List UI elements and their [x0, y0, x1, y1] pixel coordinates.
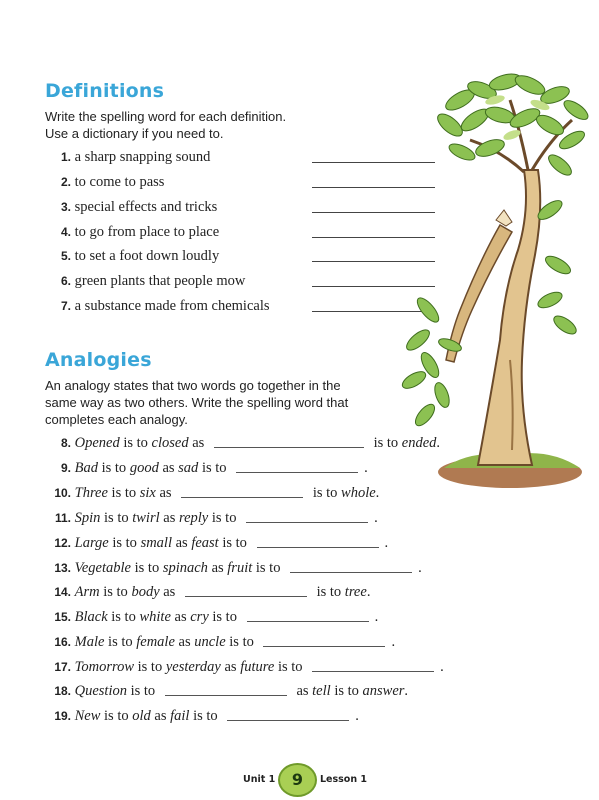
analogy-word: Black	[74, 609, 108, 625]
definition-item	[45, 149, 210, 169]
branch-break	[496, 210, 512, 226]
analogy-word: fruit	[227, 560, 253, 576]
analogy-word: fail	[170, 708, 190, 724]
punctuation: .	[364, 460, 368, 476]
definition-text: green plants that people mow	[74, 273, 246, 289]
item-number: 5.	[60, 249, 71, 263]
analogy-connector: is to	[104, 634, 137, 650]
analogy-word: twirl	[132, 510, 160, 526]
definition-text: to set a foot down loudly	[74, 248, 220, 264]
analogy-word: tree	[344, 584, 367, 600]
answer-blank[interactable]	[246, 522, 368, 523]
analogy-word: six	[139, 485, 156, 501]
analogy-connector: is to	[189, 708, 222, 724]
analogy-word: uncle	[194, 634, 226, 650]
analogy-connector: is to	[208, 510, 241, 526]
analogy-connector: as	[170, 609, 191, 625]
item-number: 18.	[54, 684, 71, 698]
analogy-connector: is to	[274, 659, 307, 675]
item-number: 13.	[54, 561, 71, 575]
item-number: 17.	[54, 660, 71, 674]
analogy-connector: as	[174, 634, 195, 650]
definition-item	[45, 298, 270, 318]
answer-blank[interactable]	[185, 596, 307, 597]
item-number: 16.	[54, 635, 71, 649]
analogy-connector: as	[188, 435, 208, 451]
item-number: 14.	[54, 585, 71, 599]
analogy-word: feast	[191, 535, 219, 551]
punctuation: .	[374, 510, 378, 526]
analogy-connector: is to	[309, 485, 342, 501]
analogies-instructions	[45, 377, 348, 428]
punctuation: .	[391, 634, 396, 650]
definition-text: a substance made from chemicals	[74, 298, 270, 314]
analogy-connector: as	[158, 460, 179, 476]
answer-blank[interactable]	[263, 646, 385, 647]
analogy-word: Three	[74, 485, 108, 501]
answer-blank[interactable]	[181, 497, 303, 498]
analogy-connector: is to	[369, 435, 402, 451]
page-number: 9	[278, 763, 317, 797]
punctuation: .	[418, 560, 422, 576]
item-number: 15.	[54, 610, 71, 624]
analogy-connector: is to	[100, 708, 133, 724]
analogy-item	[45, 659, 444, 679]
analogy-word: answer	[362, 683, 405, 699]
answer-blank[interactable]	[312, 671, 434, 672]
analogy-word: small	[140, 535, 172, 551]
definitions-instructions	[45, 108, 286, 142]
analogy-connector: is to	[107, 609, 140, 625]
analogy-item	[45, 634, 395, 654]
analogy-word: cry	[190, 609, 209, 625]
tree-trunk	[478, 170, 540, 465]
analogy-word: white	[139, 609, 171, 625]
analogy-item	[45, 609, 378, 629]
analogy-word: Large	[74, 535, 109, 551]
analogy-connector: is to	[198, 460, 231, 476]
analogy-word: Bad	[74, 460, 98, 476]
analogy-connector: is to	[134, 659, 166, 675]
analogy-word: good	[129, 460, 159, 476]
analogy-item	[45, 460, 368, 480]
item-number: 3.	[60, 200, 71, 214]
analogy-word: Vegetable	[74, 560, 131, 576]
definitions-heading: Definitions	[45, 80, 165, 102]
analogy-word: reply	[178, 510, 209, 526]
answer-blank[interactable]	[290, 572, 412, 573]
analogies-instruction-line-3: completes each analogy.	[45, 412, 188, 427]
analogies-instruction-line-1: An analogy states that two words go together in the	[45, 378, 341, 393]
analogy-word: Male	[74, 634, 105, 650]
analogy-word: old	[132, 708, 151, 724]
answer-blank[interactable]	[165, 695, 287, 696]
analogy-item	[45, 560, 422, 580]
item-number: 9.	[60, 461, 71, 475]
punctuation: .	[436, 435, 441, 451]
analogy-connector: is to	[252, 560, 285, 576]
analogy-word: New	[74, 708, 101, 724]
definition-item	[45, 174, 164, 194]
analogy-connector: is to	[108, 535, 141, 551]
item-number: 1.	[60, 150, 71, 164]
analogies-heading: Analogies	[45, 349, 152, 371]
punctuation: .	[374, 609, 379, 625]
item-number: 10.	[54, 486, 71, 500]
analogy-item	[45, 708, 359, 728]
analogy-item	[45, 435, 440, 455]
item-number: 2.	[60, 175, 71, 189]
analogy-connector: as	[159, 584, 179, 600]
analogy-word: body	[131, 584, 160, 600]
answer-blank[interactable]	[257, 547, 379, 548]
analogy-word: closed	[151, 435, 189, 451]
analogy-word: ended	[401, 435, 437, 451]
analogy-word: whole	[341, 485, 376, 501]
analogy-connector: is to	[97, 460, 130, 476]
analogy-connector: is to	[225, 634, 258, 650]
punctuation: .	[375, 485, 380, 501]
punctuation: .	[440, 659, 444, 675]
analogy-item	[45, 510, 378, 530]
item-number: 12.	[54, 536, 71, 550]
analogy-connector: is to	[126, 683, 159, 699]
analogy-connector: as	[292, 683, 313, 699]
analogy-word: Spin	[74, 510, 101, 526]
punctuation: .	[366, 584, 371, 600]
analogy-word: female	[136, 634, 175, 650]
analogy-connector: is to	[99, 584, 132, 600]
answer-blank[interactable]	[214, 447, 364, 448]
analogy-connector: is to	[107, 485, 140, 501]
analogy-connector: as	[159, 510, 179, 526]
analogy-connector: as	[155, 485, 176, 501]
item-number: 8.	[60, 436, 71, 450]
definition-text: to come to pass	[74, 174, 165, 190]
analogy-connector: as	[171, 535, 192, 551]
definition-item	[45, 248, 219, 268]
punctuation: .	[384, 535, 389, 551]
item-number: 7.	[60, 299, 71, 313]
tree-illustration-icon	[400, 60, 599, 490]
analogy-connector: as	[207, 560, 228, 576]
definition-item	[45, 199, 217, 219]
page-footer	[0, 762, 599, 798]
answer-blank[interactable]	[247, 621, 369, 622]
analogy-word: Tomorrow	[74, 659, 134, 675]
analogy-connector: is to	[131, 560, 163, 576]
analogy-connector: as	[150, 708, 171, 724]
analogy-connector: is to	[100, 510, 133, 526]
definition-text: special effects and tricks	[74, 199, 218, 215]
definition-item	[45, 224, 219, 244]
definitions-instruction-line-1: Write the spelling word for each definition.	[45, 109, 287, 124]
analogy-word: Opened	[74, 435, 120, 451]
analogy-word: spinach	[162, 560, 208, 576]
analogy-word: Question	[74, 683, 127, 699]
analogy-connector: as	[220, 659, 241, 675]
analogy-word: yesterday	[165, 659, 221, 675]
item-number: 11.	[54, 511, 71, 525]
analogy-item	[45, 683, 408, 703]
punctuation: .	[404, 683, 409, 699]
unit-label: Unit 1	[243, 774, 276, 785]
analogy-word: Arm	[74, 584, 100, 600]
analogy-word: sad	[178, 460, 199, 476]
definitions-instruction-line-2: Use a dictionary if you need to.	[45, 126, 224, 141]
analogies-instruction-line-2: same way as two others. Write the spelling word that	[45, 395, 349, 410]
definition-text: a sharp snapping sound	[74, 149, 211, 165]
analogy-connector: is to	[218, 535, 251, 551]
lesson-label: Lesson 1	[320, 774, 368, 785]
analogy-word: tell	[312, 683, 331, 699]
punctuation: .	[355, 708, 359, 724]
definition-item	[45, 273, 245, 293]
analogy-word: future	[240, 659, 275, 675]
item-number: 19.	[54, 709, 71, 723]
analogy-connector: is to	[208, 609, 241, 625]
answer-blank[interactable]	[236, 472, 358, 473]
analogy-item	[45, 584, 370, 604]
definition-text: to go from place to place	[74, 224, 220, 240]
analogy-item	[45, 535, 388, 555]
analogy-connector: is to	[119, 435, 152, 451]
item-number: 4.	[60, 225, 71, 239]
answer-blank[interactable]	[227, 720, 349, 721]
analogy-connector: is to	[312, 584, 345, 600]
item-number: 6.	[60, 274, 71, 288]
analogy-connector: is to	[330, 683, 363, 699]
analogy-item	[45, 485, 379, 505]
